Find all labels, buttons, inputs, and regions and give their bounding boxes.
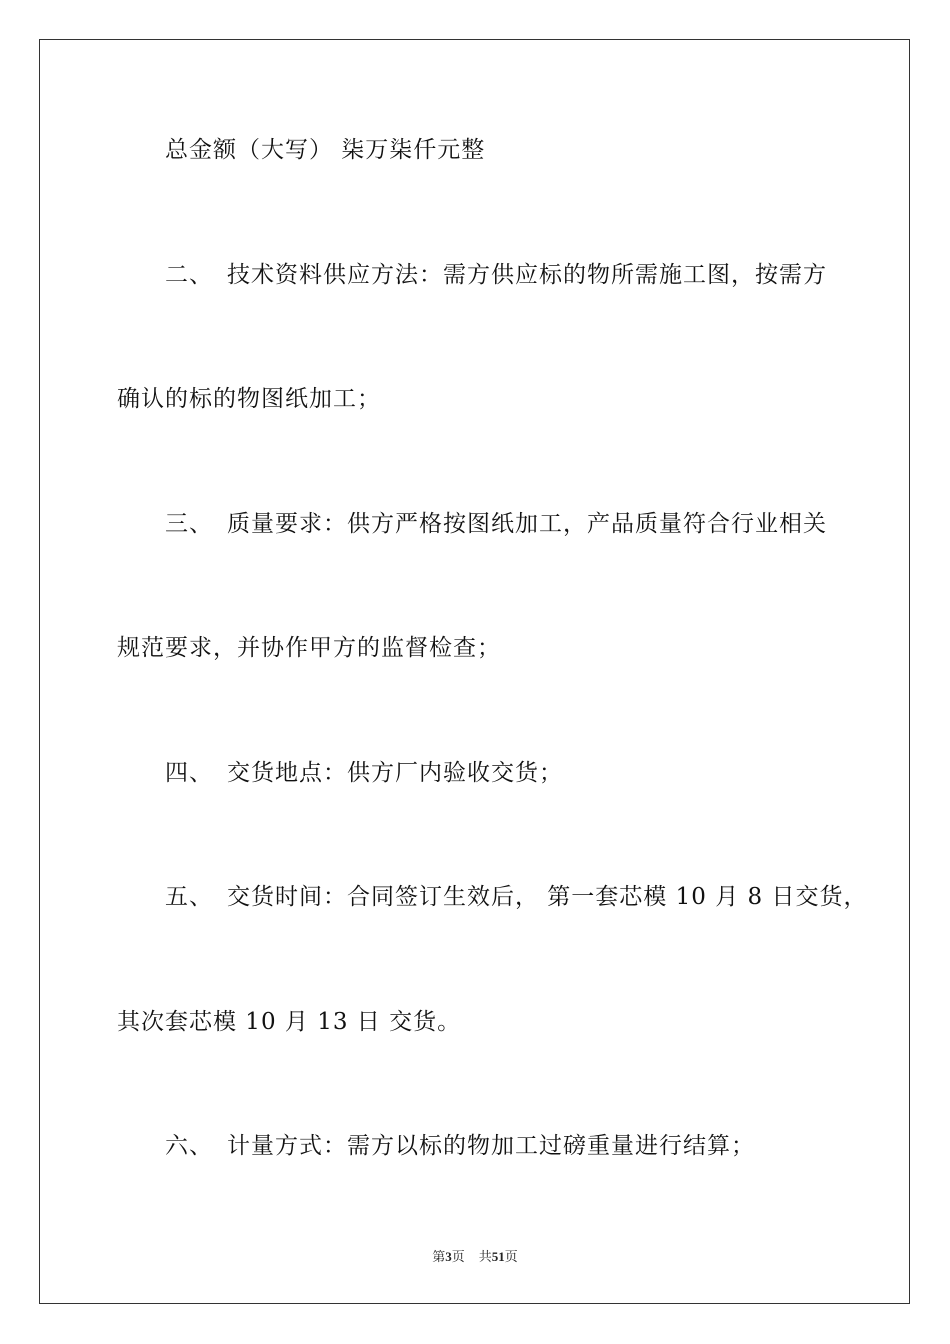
paragraph-text: 计量方式：需方以标的物加工过磅重量进行结算； <box>227 1133 755 1159</box>
clause-2-line-1 <box>165 260 827 290</box>
paragraph-text: 交货地点：供方厂内验收交货； <box>227 760 563 786</box>
clause-4-line <box>165 758 563 788</box>
clause-marker: 二、 <box>165 262 213 288</box>
paragraph-text: 总金额（大写） 柒万柒仟元整 <box>165 137 486 163</box>
total-pages: 51 <box>491 1249 505 1264</box>
paragraph-text: 技术资料供应方法：需方供应标的物所需施工图，按需方 <box>227 262 827 288</box>
clause-2-line-2 <box>117 384 381 414</box>
paragraph-text: 交货时间：合同签订生效后， 第一套芯模 10 月 8 日交货， <box>227 884 868 910</box>
total-amount-line <box>165 135 485 165</box>
page-prefix: 第 <box>432 1249 446 1264</box>
clause-marker: 六、 <box>165 1133 213 1159</box>
clause-5-line-2 <box>117 1007 461 1037</box>
clause-3-line-1 <box>165 509 827 539</box>
paragraph-text: 质量要求：供方严格按图纸加工，产品质量符合行业相关 <box>227 511 827 537</box>
clause-5-line-1 <box>165 882 867 912</box>
clause-marker: 四、 <box>165 760 213 786</box>
clause-marker: 三、 <box>165 511 213 537</box>
paragraph-text: 其次套芯模 10 月 13 日 交货。 <box>117 1009 462 1035</box>
total-prefix: 共 <box>478 1249 492 1264</box>
clause-6-line <box>165 1131 755 1161</box>
total-suffix: 页 <box>504 1249 518 1264</box>
page-footer <box>0 1248 950 1266</box>
page-frame <box>39 39 910 1304</box>
page-number: 3 <box>445 1249 452 1264</box>
paragraph-text: 确认的标的物图纸加工； <box>117 386 381 412</box>
page-suffix: 页 <box>451 1249 465 1264</box>
clause-marker: 五、 <box>165 884 213 910</box>
clause-3-line-2 <box>117 633 501 663</box>
paragraph-text: 规范要求，并协作甲方的监督检查； <box>117 635 501 661</box>
